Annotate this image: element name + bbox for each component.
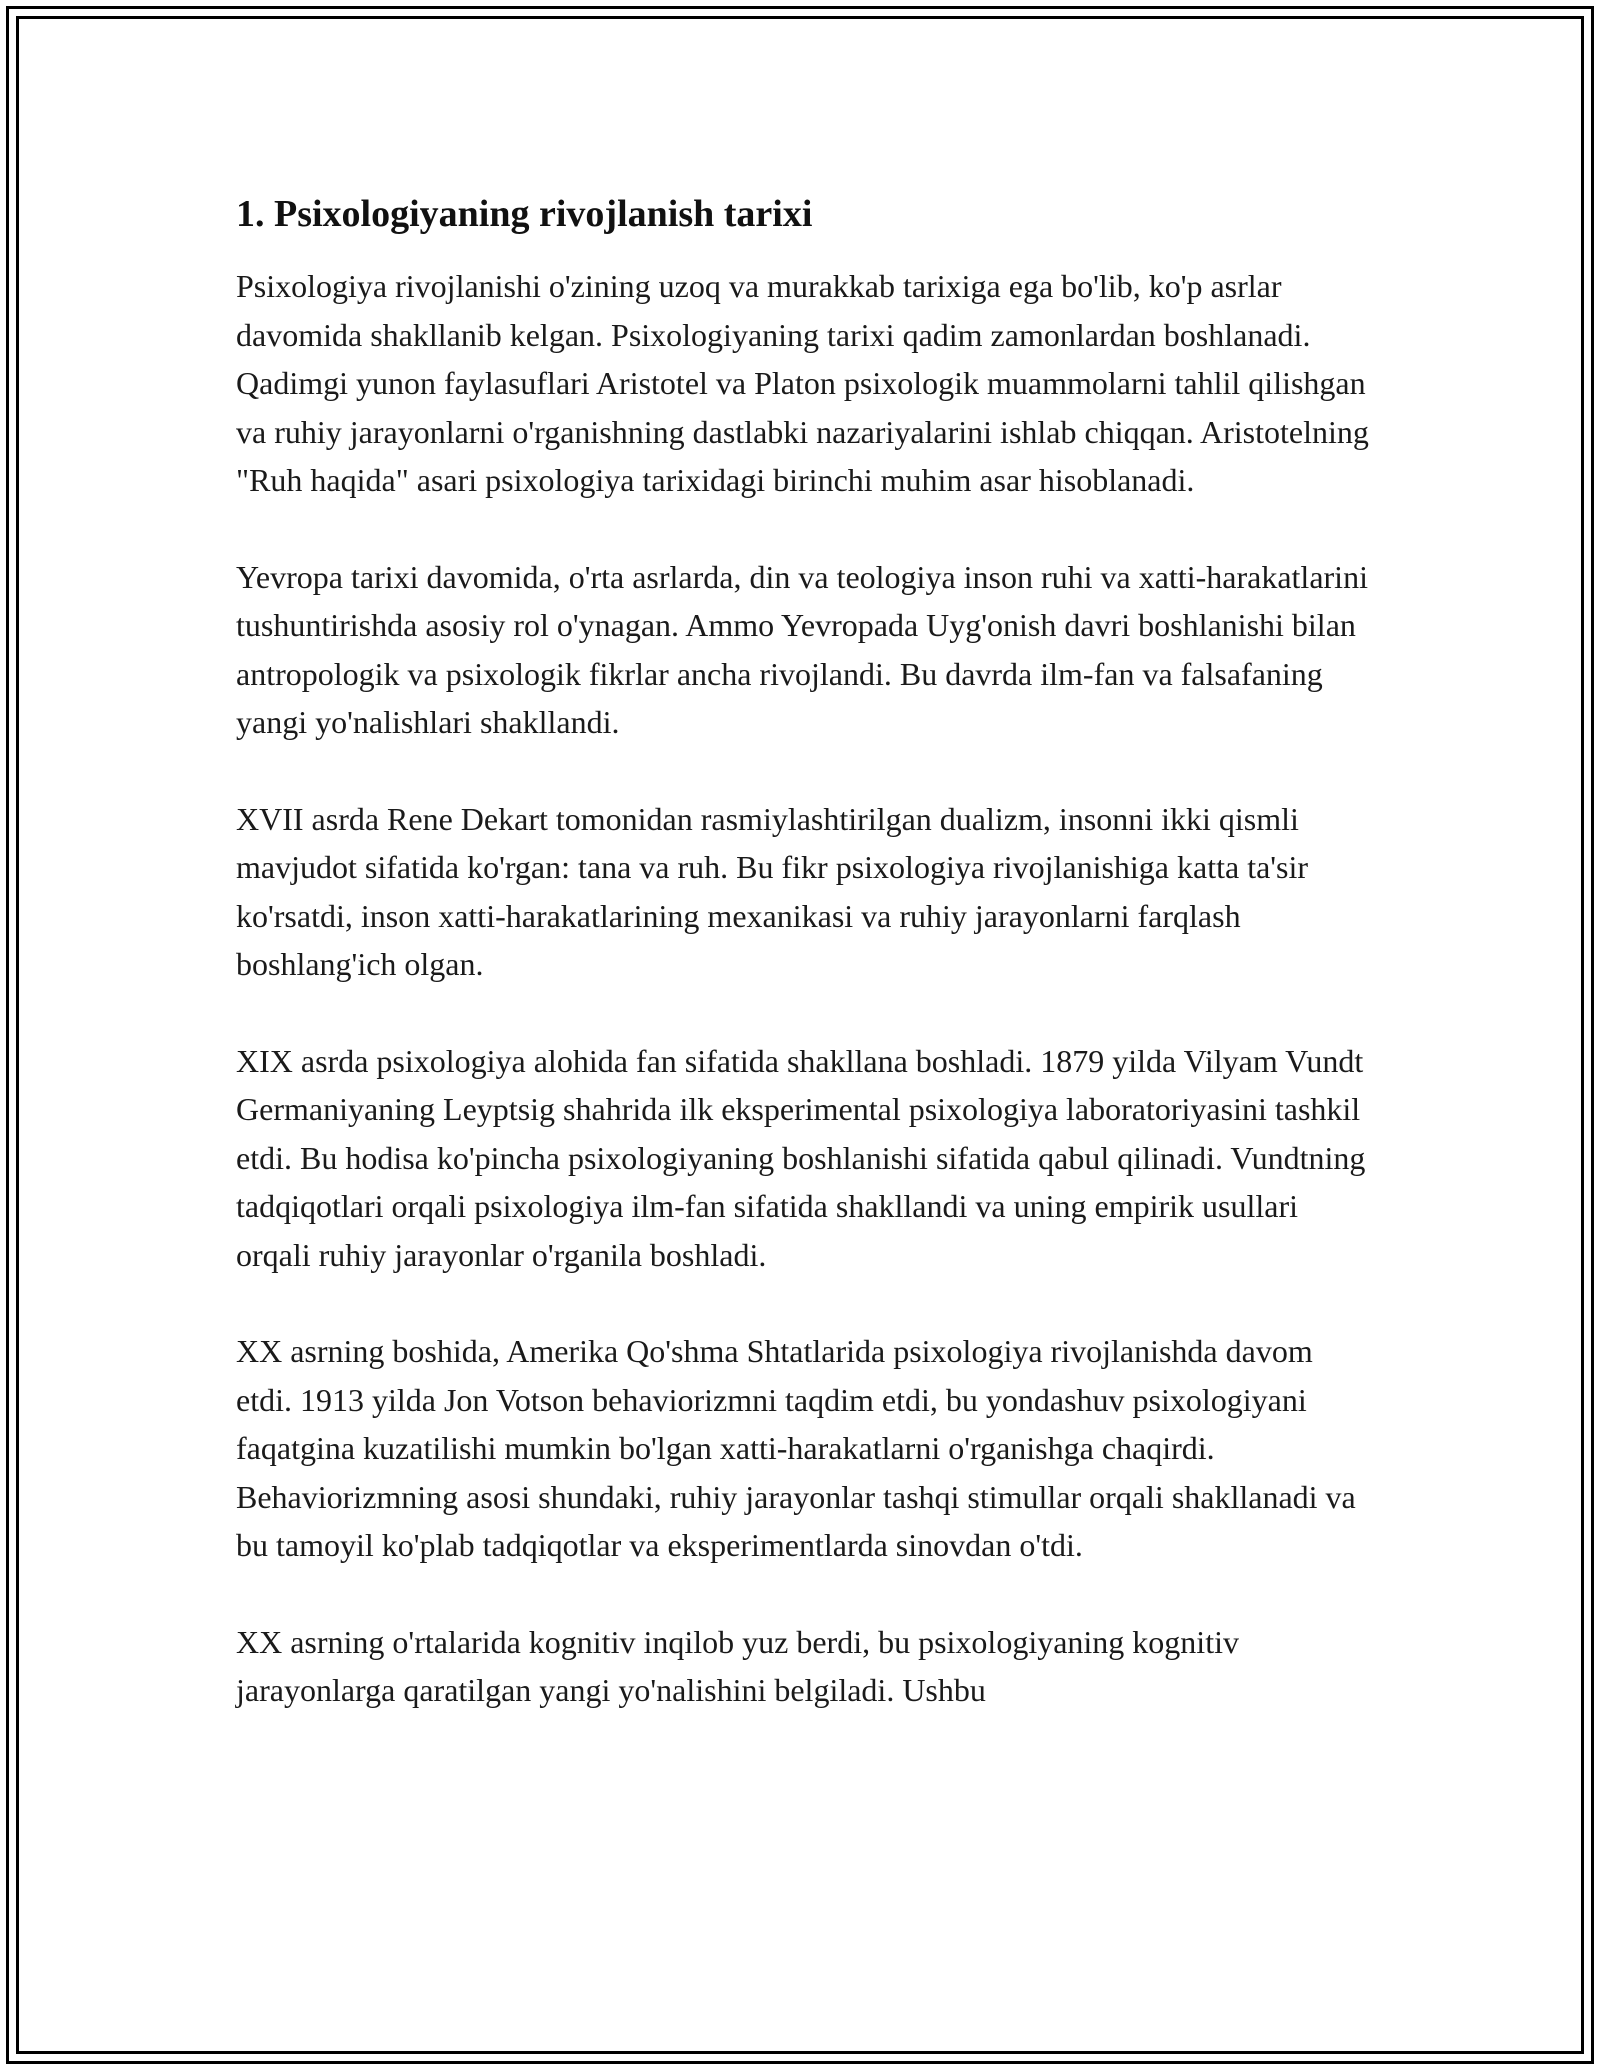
paragraph-wundt: XIX asrda psixologiya alohida fan sifatida shakllana boshladi. 1879 yilda Vilyam Vundt Germaniyaning Leyptsig shahrida ilk eksperimental psixologiya laboratoriyasini tashkil etdi. Bu hodisa ko'pincha psixologiyaning boshlanishi sifatida qabul qilinadi. Vundtning tadqiqotlari orqali psixologiya ilm-fan sifatida shakllandi va uning empirik usullari orqali ruhiy jarayonlar o'rganila boshladi.	[236, 1042, 1366, 1273]
section-heading: 1. Psixologiyaning rivojlanish tarixi	[236, 193, 813, 235]
paragraph-cognitive: XX asrning o'rtalarida kognitiv inqilob yuz berdi, bu psixologiyaning kognitiv jarayonlarga qaratilgan yangi yo'nalishini belgiladi. Ushbu	[236, 1623, 1239, 1708]
paragraph-antiquity: Psixologiya rivojlanishi o'zining uzoq va murakkab tarixiga ega bo'lib, ko'p asrlar davomida shakllanib kelgan. Psixologiyaning tarixi qadim zamonlardan boshlanadi. Qadimgi yunon faylasuflari Aristotel va Platon psixologik muammolarni tahlil qilishgan va ruhiy jarayonlarni o'rganishning dastlabki nazariyalarini ishlab chiqqan. Aristotelning "Ruh haqida" asari psixologiya tarixidagi birinchi muhim asar hisoblanadi.	[236, 268, 1369, 498]
paragraph-behaviorism: XX asrning boshida, Amerika Qo'shma Shtatlarida psixologiya rivojlanishda davom etdi. 1913 yilda Jon Votson behaviorizmni taqdim etdi, bu yondashuv psixologiyani faqatgina kuzatilishi mumkin bo'lgan xatti-harakatlarni o'rganishga chaqirdi. Behaviorizmning asosi shundaki, ruhiy jarayonlar tashqi stimullar orqali shakllanadi va bu tamoyil ko'plab tadqiqotlar va eksperimentlarda sinovdan o'tdi.	[236, 1333, 1356, 1563]
paragraph-descartes: XVII asrda Rene Dekart tomonidan rasmiylashtirilgan dualizm, insonni ikki qismli mavjudot sifatida ko'rgan: tana va ruh. Bu fikr psixologiya rivojlanishiga katta ta'sir ko'rsatdi, inson xatti-harakatlarining mexanikasi va ruhiy jarayonlarni farqlash boshlang'ich olgan.	[236, 800, 1309, 982]
paragraph-middle-ages: Yevropa tarixi davomida, o'rta asrlarda, din va teologiya inson ruhi va xatti-harakatlarini tushuntirishda asosiy rol o'ynagan. Ammo Yevropada Uyg'onish davri boshlanishi bilan antropologik va psixologik fikrlar ancha rivojlandi. Bu davrda ilm-fan va falsafaning yangi yo'nalishlari shakllandi.	[236, 558, 1368, 740]
document-body	[236, 190, 1376, 1763]
